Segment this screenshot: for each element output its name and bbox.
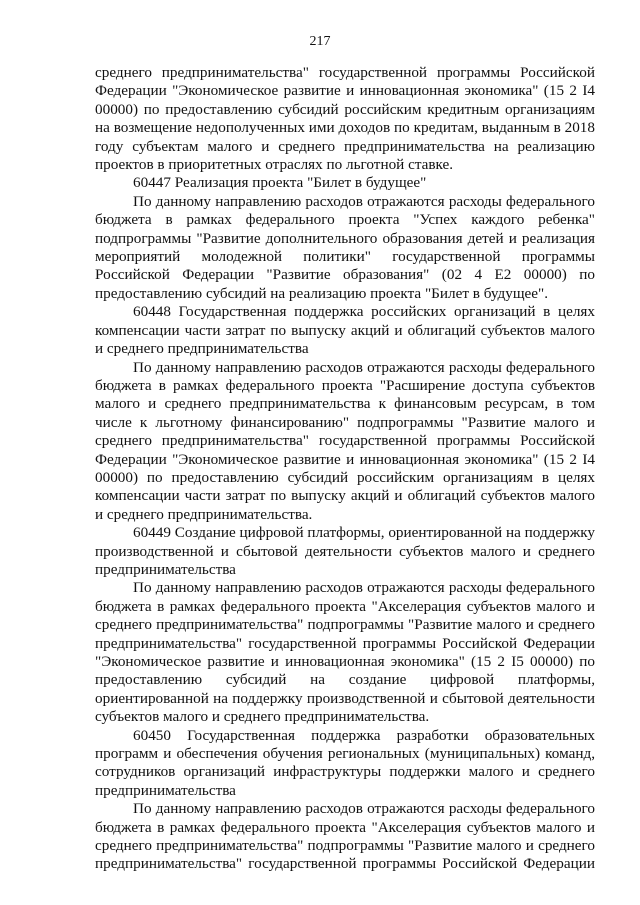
heading-60449: 60449 Создание цифровой платформы, ориентированной на поддержку производственной и сбытовой деятельности субъектов малого и среднего предпринимательства: [95, 524, 595, 578]
page-number: 217: [309, 34, 331, 49]
paragraph-60448-description: По данному направлению расходов отражаются расходы федерального бюджета в рамках федерального проекта "Расширение доступа субъектов малого и среднего предпринимательства к финансовым ресурсам, в том числе к льготному финансированию" подпрограммы "Развитие малого и среднего предпринимательства" государственной программы Российской Федерации "Экономическое развитие и инновационная экономика" (15 2 I4 00000) по предоставлению субсидий российским организациям в целях компенсации части затрат по выпуску акций и облигаций субъектов малого и среднего предпринимательства.: [95, 358, 595, 523]
heading-60448: 60448 Государственная поддержка российских организаций в целях компенсации части затрат по выпуску акций и облигаций субъектов малого и среднего предпринимательства: [95, 303, 595, 358]
paragraph-60447-description: По данному направлению расходов отражаются расходы федерального бюджета в рамках федерального проекта "Успех каждого ребенка" подпрограммы "Развитие дополнительного образования детей и реализация мероприятий молодежной политики" государственной программы Российской Федерации "Развитие образования" (02 4 E2 00000) по предоставлению субсидий на реализацию проекта "Билет в будущее".: [95, 192, 595, 302]
document-body: [95, 64, 595, 874]
paragraph-60450-description: По данному направлению расходов отражаются расходы федерального бюджета в рамках федерального проекта "Акселерация субъектов малого и среднего предпринимательства" подпрограммы "Развитие малого и среднего предпринимательства" государственной программы Российской Федерации: [95, 800, 595, 873]
paragraph-60449-description: По данному направлению расходов отражаются расходы федерального бюджета в рамках федерального проекта "Акселерация субъектов малого и среднего предпринимательства" подпрограммы "Развитие малого и среднего предпринимательства" государственной программы Российской Федерации "Экономическое развитие и инновационная экономика" (15 2 I5 00000) по предоставлению субсидий на создание цифровой платформы, ориентированной на поддержку производственной и сбытовой деятельности субъектов малого и среднего предпринимательства.: [95, 579, 595, 726]
paragraph-continuation: среднего предпринимательства" государственной программы Российской Федерации "Экономическое развитие и инновационная экономика" (15 2 I4 00000) по предоставлению субсидий российским кредитным организациям на возмещение недополученных ими доходов по кредитам, выданным в 2018 году субъектам малого и среднего предпринимательства на реализацию проектов в приоритетных отраслях по льготной ставке.: [95, 64, 595, 174]
heading-60447: 60447 Реализация проекта "Билет в будущее": [133, 174, 427, 192]
heading-60450: 60450 Государственная поддержка разработки образовательных программ и обеспечения обучения региональных (муниципальных) команд, сотрудников организаций инфраструктуры поддержки малого и среднего предпринимательства: [95, 726, 595, 799]
